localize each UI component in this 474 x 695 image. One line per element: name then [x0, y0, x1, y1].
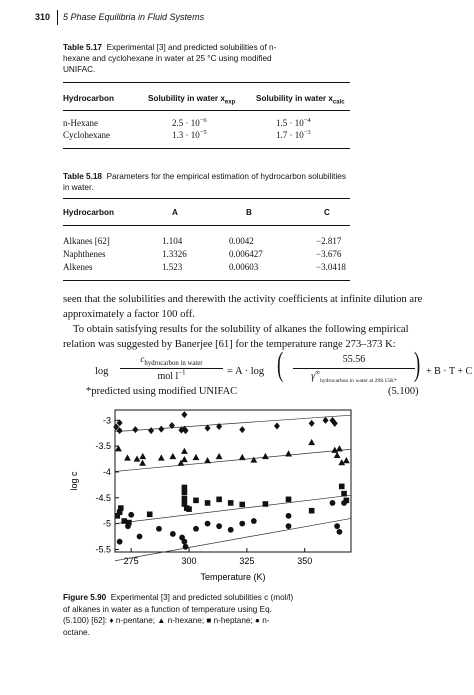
- table-cell: $1.5 \cdot 10^{-4}$: [276, 117, 311, 128]
- diamond-point: [309, 420, 315, 427]
- square-point: [216, 497, 222, 503]
- table-row: Cyclohexane: [63, 130, 110, 140]
- y-tick-label: -4: [102, 466, 111, 477]
- y-axis-label: log c: [69, 471, 79, 491]
- table-cell: 0.006427: [229, 249, 263, 259]
- right-paren: ): [414, 346, 421, 383]
- circle-point: [286, 513, 292, 519]
- square-point: [309, 508, 315, 514]
- table-5-17-col-calc: Solubility in water $x_{calc}$: [256, 94, 345, 106]
- triangle-point: [239, 454, 246, 460]
- table-5-18-col-a: A: [172, 208, 178, 217]
- equation-log: log: [95, 366, 109, 377]
- triangle-point: [134, 455, 141, 461]
- paragraph: seen that the solubilities and therewith the activity coefficients at infinite dilution are approximately a factor 100 off.: [63, 294, 423, 320]
- triangle-point: [169, 453, 176, 459]
- table-row: Naphthenes: [63, 249, 106, 259]
- square-point: [339, 484, 345, 490]
- circle-point: [193, 526, 199, 532]
- table-5-17-col-exp: Solubility in water $x_{exp}$: [148, 94, 236, 106]
- table-5-17-label: Table 5.17: [63, 43, 102, 52]
- triangle-fit-line: [115, 449, 351, 471]
- circle-point: [337, 529, 343, 535]
- circle-point: [125, 523, 131, 529]
- circle-point: [128, 512, 134, 518]
- triangle-point: [250, 456, 257, 462]
- circle-point: [117, 539, 123, 545]
- table-5-17-col-hydrocarbon: Hydrocarbon: [63, 94, 114, 103]
- circle-fit-line: [115, 518, 351, 560]
- table-cell: 1.3326: [162, 249, 187, 259]
- square-point: [182, 490, 188, 496]
- x-tick-label: 350: [297, 556, 313, 566]
- x-axis-label: Temperature (K): [200, 572, 266, 582]
- circle-point: [341, 500, 347, 506]
- table-cell: 0.0042: [229, 236, 254, 246]
- triangle-point: [124, 454, 131, 460]
- square-point: [286, 497, 292, 503]
- table-row: n-Hexane: [63, 118, 98, 128]
- triangle-point: [285, 450, 292, 456]
- table-5-18-top-rule: [63, 198, 350, 199]
- figure-5-90-caption-text: Experimental [3] and predicted solubilities c (mol/l) of alkanes in water as a function of temperature using Eq. (5.100) [62]: ♦ n-pentane; ▲ n-hexane; ■ n-heptane; ● n-octane.: [63, 593, 294, 637]
- triangle-point: [343, 457, 350, 463]
- triangle-point: [181, 448, 188, 454]
- triangle-point: [139, 453, 146, 459]
- table-cell: 1.104: [162, 236, 183, 246]
- x-tick-label: 275: [123, 556, 139, 566]
- table-5-17-bottom-rule: [63, 148, 350, 149]
- table-5-17-header-rule: [63, 110, 350, 111]
- triangle-point: [158, 454, 165, 460]
- table-row: Alkanes [62]: [63, 236, 110, 246]
- diamond-point: [239, 426, 245, 433]
- y-tick-label: -4.5: [95, 492, 111, 503]
- paragraph: To obtain satisfying results for the solubility of alkanes the following empirical relation was suggested by Banerjee [61] for the temperature range 273–373 K:: [63, 324, 409, 350]
- table-5-18-label: Table 5.18: [63, 172, 102, 181]
- square-fit-line: [115, 495, 351, 523]
- circle-point: [286, 523, 292, 529]
- circle-point: [228, 527, 234, 533]
- table-5-18-col-hydrocarbon: Hydrocarbon: [63, 208, 114, 217]
- equation-fraction-2: 55.56 $\gamma^\infty_{hydrocarbon in water at 298.15K*}$: [293, 354, 415, 382]
- triangle-point: [308, 439, 315, 445]
- equation-fraction-1: $c_{hydrocarbon in water}$ mol $l^{-1}$: [120, 354, 223, 382]
- square-point: [193, 498, 199, 504]
- table-5-18-col-c: C: [324, 208, 330, 217]
- equation-footnote: *predicted using modified UNIFAC: [86, 386, 238, 397]
- circle-point: [156, 526, 162, 532]
- y-tick-label: -3.5: [95, 441, 111, 452]
- equation-number: (5.100): [388, 386, 419, 397]
- square-point: [118, 505, 124, 511]
- x-tick-label: 325: [239, 556, 255, 566]
- triangle-point: [216, 453, 223, 459]
- diamond-point: [181, 411, 187, 418]
- square-point: [228, 500, 234, 506]
- y-tick-label: -5: [102, 518, 111, 529]
- table-5-17-top-rule: [63, 82, 350, 83]
- triangle-point: [336, 445, 343, 451]
- square-point: [239, 502, 245, 508]
- header-divider: [57, 10, 58, 25]
- table-5-18-caption-text: Parameters for the empirical estimation of hydrocarbon solubilities in water.: [63, 172, 346, 192]
- circle-point: [334, 523, 340, 529]
- triangle-point: [181, 456, 188, 462]
- table-cell: −2.817: [316, 236, 342, 246]
- running-title: 5 Phase Equilibria in Fluid Systems: [63, 12, 205, 22]
- diamond-point: [158, 426, 164, 433]
- table-cell: −3.676: [316, 249, 342, 259]
- table-cell: 0.00603: [229, 262, 259, 272]
- circle-point: [205, 521, 211, 527]
- square-point: [147, 512, 153, 518]
- table-cell: $2.5 \cdot 10^{-6}$: [172, 117, 207, 128]
- table-5-18-caption: [63, 171, 353, 193]
- solubility-chart: [63, 402, 353, 586]
- table-5-17-caption-text: Experimental [3] and predicted solubilities of n-hexane and cyclohexane in water at 25 °C using modified UNIFAC.: [63, 43, 277, 74]
- triangle-point: [262, 453, 269, 459]
- equation-tail: + B · T + C: [426, 366, 473, 377]
- diamond-point: [274, 423, 280, 430]
- square-point: [341, 491, 347, 497]
- page-number: 310: [35, 12, 51, 22]
- square-point: [186, 506, 192, 512]
- diamond-point: [148, 427, 154, 434]
- circle-point: [137, 534, 143, 540]
- y-tick-label: -3: [102, 415, 111, 426]
- table-cell: −3.0418: [316, 262, 346, 272]
- table-row: Alkenes: [63, 262, 93, 272]
- figure-5-90-caption: [63, 592, 295, 638]
- circle-point: [330, 500, 336, 506]
- square-point: [263, 501, 269, 507]
- triangle-point: [139, 460, 146, 466]
- table-5-18-bottom-rule: [63, 280, 350, 281]
- square-point: [205, 500, 211, 506]
- circle-point: [182, 539, 188, 545]
- table-cell: $1.3 \cdot 10^{-5}$: [172, 129, 207, 140]
- triangle-point: [193, 454, 200, 460]
- table-cell: $1.7 \cdot 10^{-3}$: [276, 129, 311, 140]
- table-cell: 1.523: [162, 262, 183, 272]
- circle-point: [239, 521, 245, 527]
- equation-a-log: = A · log: [227, 366, 265, 377]
- table-5-18-col-b: B: [246, 208, 252, 217]
- circle-point: [251, 518, 257, 524]
- circle-point: [183, 544, 189, 550]
- circle-point: [216, 523, 222, 529]
- table-5-17-caption: [63, 42, 293, 75]
- triangle-point: [204, 457, 211, 463]
- y-tick-label: -5.5: [95, 544, 111, 555]
- diamond-point: [132, 426, 138, 433]
- square-point: [182, 496, 188, 502]
- diamond-point: [323, 417, 329, 424]
- table-5-18-header-rule: [63, 225, 350, 226]
- square-point: [182, 485, 188, 491]
- circle-point: [170, 531, 176, 537]
- left-paren: (: [277, 346, 284, 383]
- x-tick-label: 300: [181, 556, 197, 566]
- figure-5-90-label: Figure 5.90: [63, 593, 107, 602]
